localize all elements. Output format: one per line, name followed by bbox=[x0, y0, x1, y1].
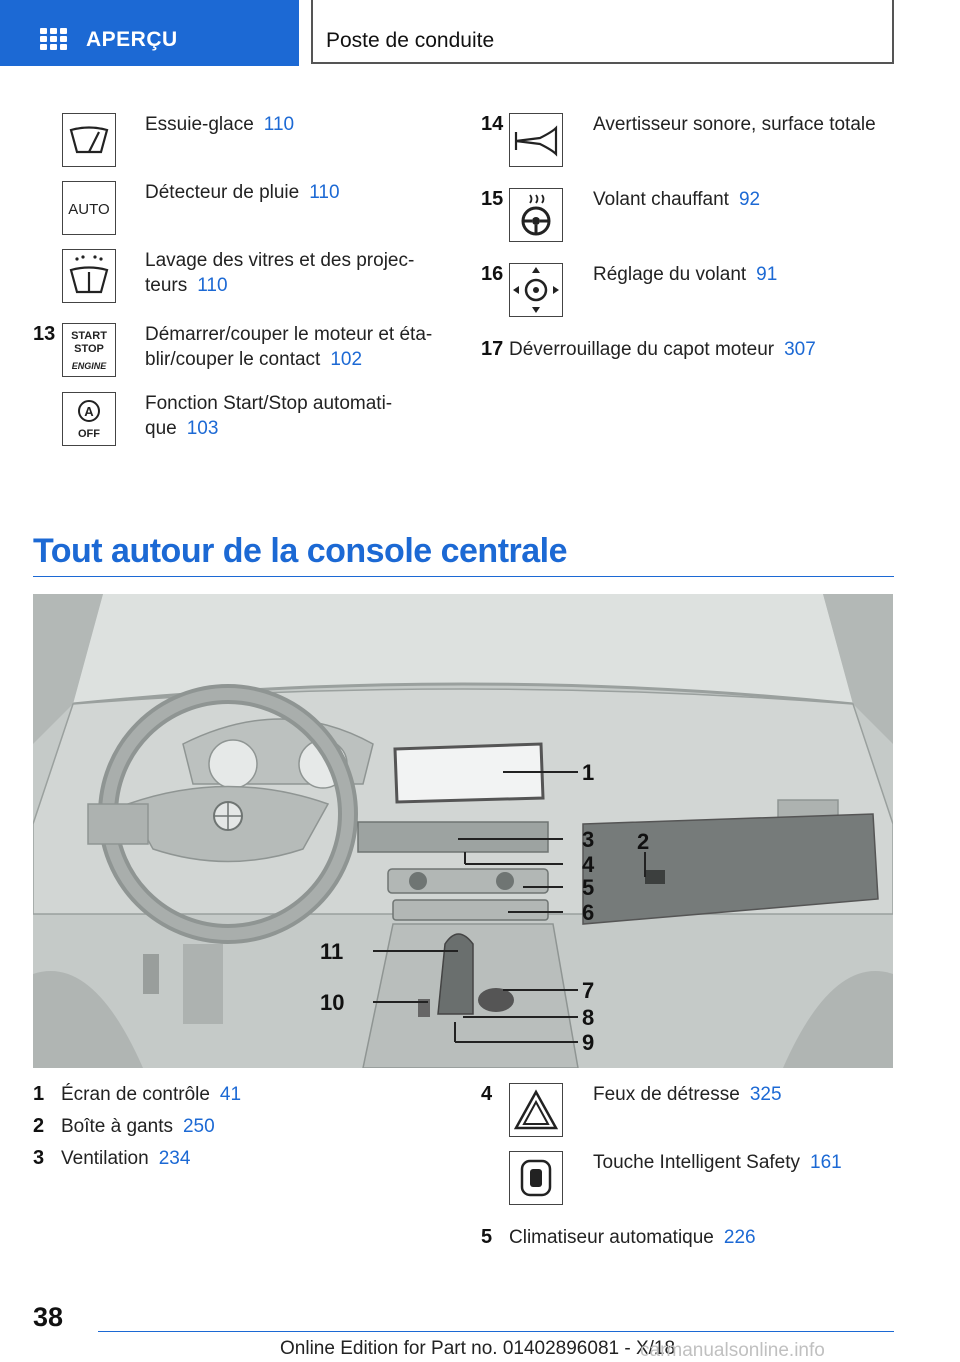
page-link[interactable]: 103 bbox=[186, 418, 219, 439]
item-start-stop: Démarrer/couper le moteur et éta- blir/couper le contact 102 bbox=[145, 324, 433, 370]
start-stop-engine-icon bbox=[62, 323, 116, 377]
auto-start-stop-off-icon bbox=[62, 392, 116, 446]
header-tab-label[interactable]: APERÇU bbox=[86, 28, 178, 51]
callout-3: 3 bbox=[582, 827, 595, 852]
page-link[interactable]: 110 bbox=[309, 182, 340, 203]
item-ventilation: Ventilation 234 bbox=[61, 1148, 191, 1169]
svg-text:START: START bbox=[71, 330, 107, 342]
page-link[interactable]: 102 bbox=[330, 349, 363, 370]
callout-4: 4 bbox=[582, 852, 595, 877]
callout-7: 7 bbox=[582, 978, 595, 1003]
auto-rain-sensor-icon bbox=[62, 181, 116, 235]
hazard-warning-icon bbox=[509, 1083, 563, 1137]
steering-adjust-icon bbox=[509, 263, 563, 317]
item-number: 3 bbox=[33, 1147, 45, 1169]
section-divider bbox=[33, 576, 894, 577]
callout-2: 2 bbox=[637, 829, 650, 854]
dashboard-illustration bbox=[33, 594, 893, 1068]
page-link[interactable]: 226 bbox=[723, 1227, 756, 1248]
item-steering-adjust: Réglage du volant 91 bbox=[593, 264, 778, 285]
callout-6: 6 bbox=[582, 900, 595, 925]
item-number: 4 bbox=[481, 1083, 493, 1105]
page-link[interactable]: 161 bbox=[810, 1152, 842, 1173]
item-control-display: Écran de contrôle 41 bbox=[61, 1084, 242, 1105]
page-link[interactable]: 110 bbox=[197, 275, 228, 296]
item-hood-release: Déverrouillage du capot moteur 307 bbox=[509, 339, 816, 360]
item-number: 17 bbox=[481, 338, 504, 360]
callout-5: 5 bbox=[582, 875, 595, 900]
item-number: 13 bbox=[33, 323, 56, 345]
page-link[interactable]: 234 bbox=[158, 1148, 191, 1169]
page-number: 38 bbox=[33, 1302, 64, 1332]
item-climate: Climatiseur automatique 226 bbox=[509, 1227, 756, 1248]
wiper-icon bbox=[62, 113, 116, 167]
grid-menu-icon[interactable] bbox=[40, 28, 67, 50]
item-hazard: Feux de détresse 325 bbox=[593, 1084, 782, 1105]
item-number: 5 bbox=[481, 1226, 493, 1248]
svg-text:STOP: STOP bbox=[74, 343, 104, 355]
footer-divider bbox=[98, 1331, 894, 1332]
item-number: 1 bbox=[33, 1083, 45, 1105]
svg-text:ENGINE: ENGINE bbox=[71, 361, 107, 371]
item-heated-wheel: Volant chauffant 92 bbox=[593, 189, 761, 210]
page-link[interactable]: 92 bbox=[738, 189, 761, 210]
heated-steering-wheel-icon bbox=[509, 188, 563, 242]
page-link[interactable]: 307 bbox=[784, 339, 816, 360]
callout-11: 11 bbox=[320, 939, 344, 964]
intelligent-safety-icon bbox=[509, 1151, 563, 1205]
page-link[interactable]: 250 bbox=[182, 1116, 215, 1137]
item-number: 14 bbox=[481, 113, 504, 135]
callout-10: 10 bbox=[320, 990, 345, 1015]
svg-text:AUTO: AUTO bbox=[68, 201, 110, 218]
page-link[interactable]: 110 bbox=[263, 114, 295, 135]
page-link[interactable]: 325 bbox=[749, 1084, 782, 1105]
item-washer: Lavage des vitres et des projec- teurs 110 bbox=[145, 250, 415, 296]
callout-1: 1 bbox=[582, 760, 595, 785]
page-link[interactable]: 41 bbox=[219, 1084, 242, 1105]
item-wiper: Essuie-glace 110 bbox=[145, 114, 295, 135]
page-link[interactable]: 91 bbox=[756, 264, 778, 285]
svg-text:A: A bbox=[84, 404, 94, 419]
item-horn: Avertisseur sonore, surface totale bbox=[593, 114, 876, 135]
watermark: carmanualsonline.info bbox=[640, 1340, 825, 1361]
horn-icon bbox=[509, 113, 563, 167]
svg-text:OFF: OFF bbox=[78, 428, 100, 440]
footer-edition: Online Edition for Part no. 01402896081 - X/18 bbox=[280, 1338, 676, 1359]
section-title: Tout autour de la console centrale bbox=[33, 532, 568, 570]
item-number: 16 bbox=[481, 263, 504, 285]
washer-icon bbox=[62, 249, 116, 303]
header-title: Poste de conduite bbox=[326, 29, 495, 52]
item-intelligent-safety: Touche Intelligent Safety 161 bbox=[593, 1152, 842, 1173]
item-rain-sensor: Détecteur de pluie 110 bbox=[145, 182, 340, 203]
item-number: 15 bbox=[481, 188, 504, 210]
callout-8: 8 bbox=[582, 1005, 595, 1030]
item-glovebox: Boîte à gants 250 bbox=[61, 1116, 215, 1137]
callout-9: 9 bbox=[582, 1030, 595, 1055]
item-number: 2 bbox=[33, 1115, 45, 1137]
item-auto-start-stop: Fonction Start/Stop automati- que 103 bbox=[145, 393, 393, 439]
